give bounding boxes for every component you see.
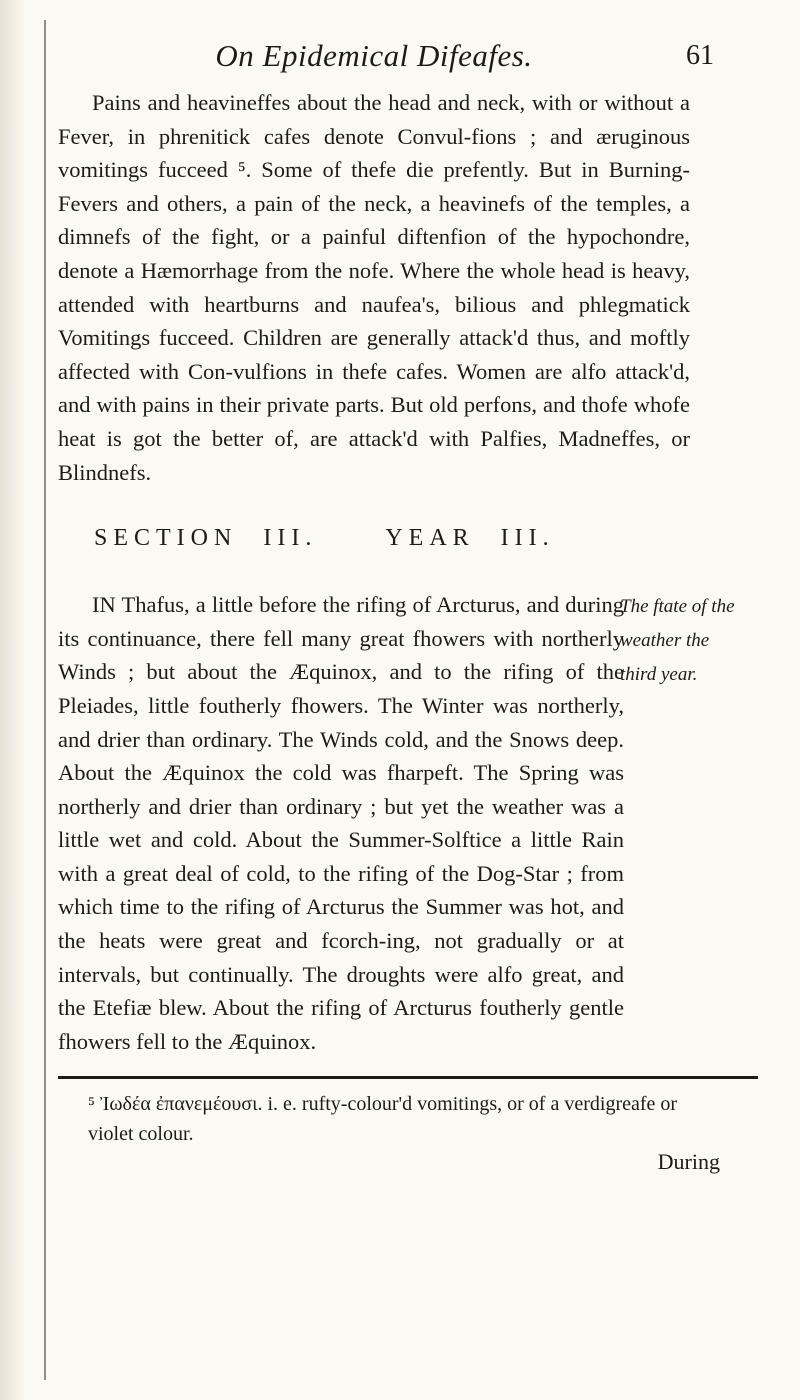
book-binding-shadow: [0, 0, 26, 1400]
paragraph-symptoms-text: Pains and heavineffes about the head and neck, with or without a Fever, in phrenitick cafes denote Convul-fions ; and æruginous vomitings fucceed ⁵. Some of thefe die prefently. But in Burning-Fevers and others, a pain of the neck, a heavinefs of the temples, a dimnefs of the fight, or a painful diftenfion of the hypochondre, denote a Hæmorrhage from the nofe. Where the whole head is heavy, attended with heartburns and naufea's, bilious and phlegmatick Vomitings fucceed. Children are generally attack'd thus, and moftly affected with Con-vulfions in thefe cafes. Women are alfo attack'd, and with pains in their private parts. But old perfons, and thofe whofe heat is got the better of, are attack'd with Palfies, Madneffes, or Blindnefs.: [58, 90, 690, 485]
margin-note: The ftate of the weather the third year.: [620, 596, 735, 686]
book-page: [58, 34, 735, 1175]
paragraph-symptoms: [58, 86, 690, 489]
year-number: III.: [500, 525, 555, 552]
running-head-title: On Epidemical Difeafes.: [215, 38, 533, 73]
gutter-line: [44, 20, 46, 1380]
page-number: 61: [686, 40, 714, 71]
footnote-greek: Ἰωδέα ἐπανεμέουσι.: [99, 1093, 263, 1116]
year-label: YEAR: [385, 525, 475, 552]
section-label: SECTION: [94, 525, 238, 552]
footnote: [58, 1089, 690, 1149]
section-heading: [94, 525, 690, 552]
footnote-rule: [58, 1076, 758, 1079]
footnote-marker: ⁵: [88, 1093, 95, 1116]
paragraph-weather-text: IN Thafus, a little before the rifing of Arcturus, and during its continuance, there fell many great fhowers with northerly Winds ; but about the Æquinox, and to the rifing of the Pleiades, little foutherly fhowers. The Winter was northerly, and drier than ordinary. The Winds cold, and the Snows deep. About the Æquinox the cold was fharpeft. The Spring was northerly and drier than ordinary ; but yet the weather was a little wet and cold. About the Summer-Solftice a little Rain with a great deal of cold, to the rifing of the Dog-Star ; from which time to the rifing of Arcturus the Summer was hot, and the heats were great and fcorch-ing, not gradually or at intervals, but continually. The droughts were alfo great, and the Etefiæ blew. About the rifing of Arcturus foutherly gentle fhowers fell to the Æquinox.: [58, 592, 624, 1054]
catchword: During: [657, 1149, 720, 1175]
footnote-text: i. e. rufty-colour'd vomitings, or of a verdigreafe or violet colour.: [88, 1093, 678, 1146]
year-three-block: [58, 588, 735, 1058]
paragraph-weather: [58, 588, 624, 1058]
section-number: III.: [263, 525, 318, 552]
running-head: [58, 34, 714, 86]
